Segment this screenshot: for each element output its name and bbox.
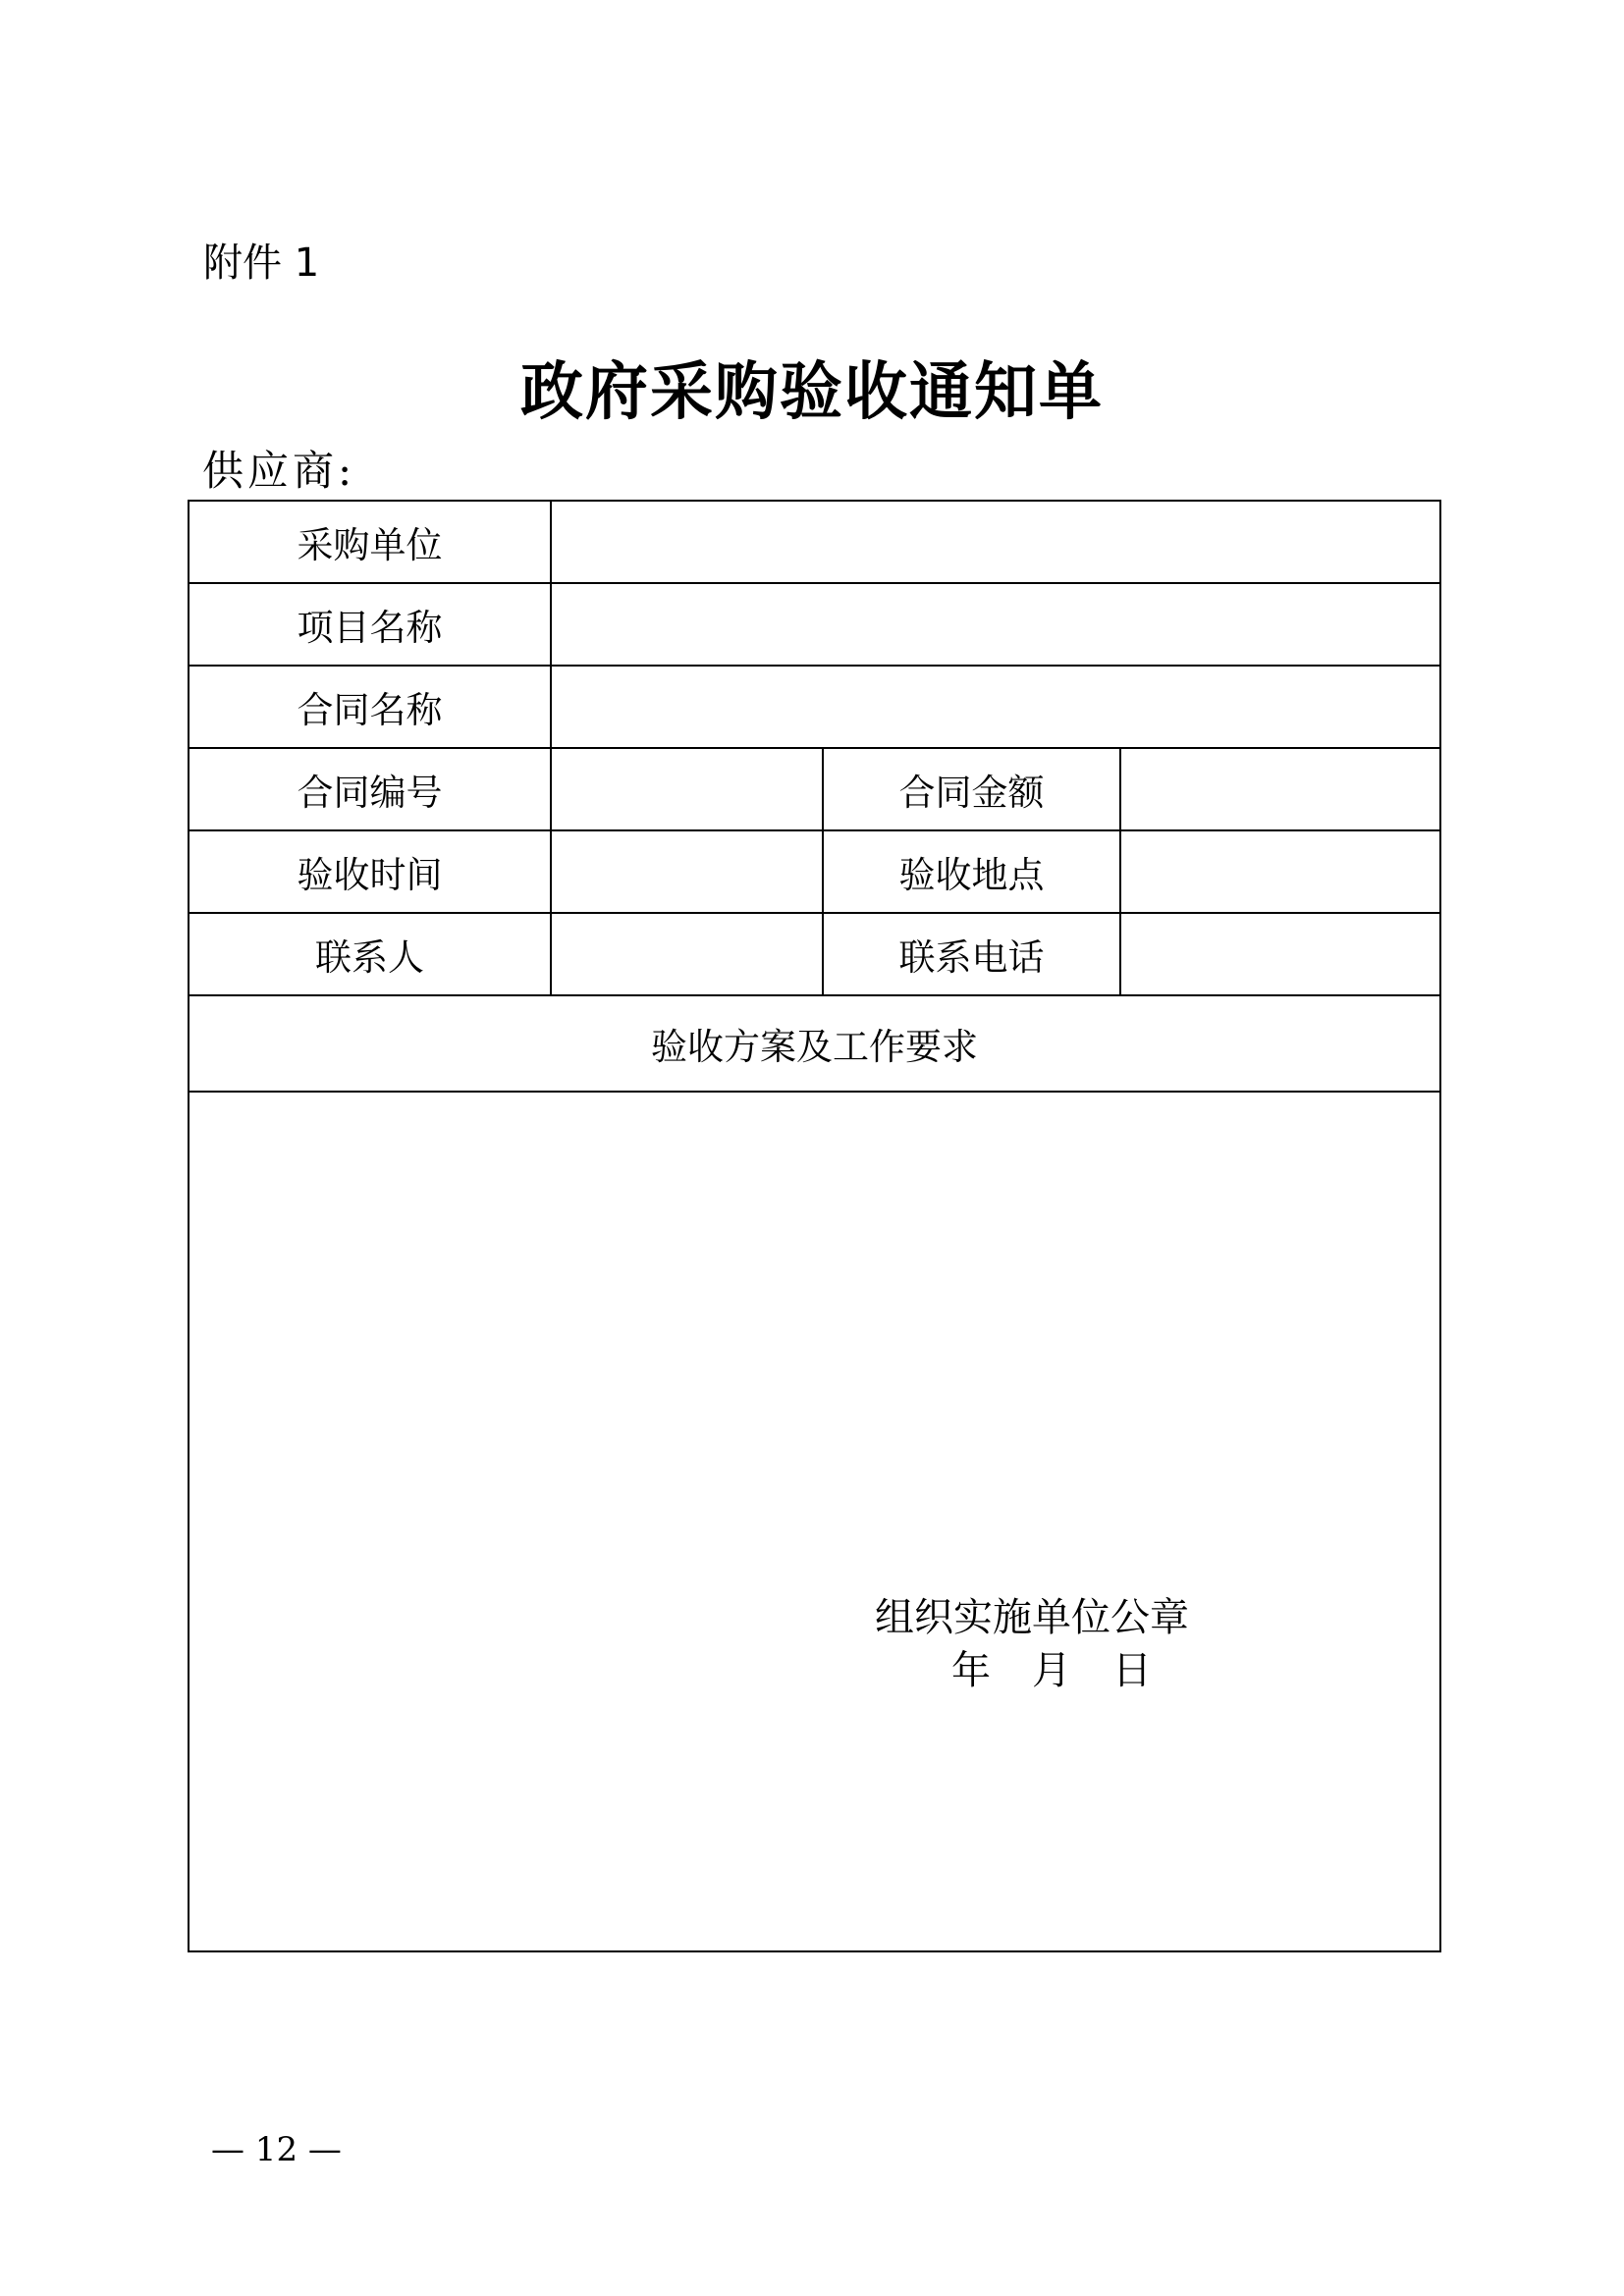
acceptance-location-field[interactable] (1120, 830, 1440, 913)
procurement-unit-field[interactable] (551, 501, 1440, 583)
contract-name-label: 合同名称 (189, 666, 551, 748)
contract-amount-field[interactable] (1120, 748, 1440, 830)
acceptance-time-label: 验收时间 (189, 830, 551, 913)
procurement-unit-label: 采购单位 (189, 501, 551, 583)
contact-person-label: 联系人 (189, 913, 551, 995)
contract-number-field[interactable] (551, 748, 823, 830)
form-row-acceptance-time (189, 830, 1440, 913)
project-name-label: 项目名称 (189, 583, 551, 666)
contract-number-label: 合同编号 (189, 748, 551, 830)
form-row-section-heading (189, 995, 1440, 1092)
form-row-contract-name (189, 666, 1440, 748)
acceptance-plan-area[interactable] (189, 1092, 1440, 1951)
contact-phone-label: 联系电话 (823, 913, 1120, 995)
form-row-contract-number (189, 748, 1440, 830)
contract-amount-label: 合同金额 (823, 748, 1120, 830)
date-year-label: 年 (951, 1648, 991, 1693)
page-number: — 12 — (211, 2130, 342, 2169)
contact-phone-field[interactable] (1120, 913, 1440, 995)
date-day-label: 日 (1112, 1648, 1152, 1693)
acceptance-form-table (188, 500, 1441, 1952)
form-row-contact (189, 913, 1440, 995)
form-row-procurement-unit (189, 501, 1440, 583)
form-row-project-name (189, 583, 1440, 666)
seal-label: 组织实施单位公章 (875, 1595, 1189, 1640)
section-heading: 验收方案及工作要求 (189, 995, 1440, 1092)
form-row-plan (189, 1092, 1440, 1951)
contact-person-field[interactable] (551, 913, 823, 995)
date-month-label: 月 (1032, 1648, 1071, 1693)
page-title: 政府采购验收通知单 (520, 355, 1104, 429)
contract-name-field[interactable] (551, 666, 1440, 748)
acceptance-time-field[interactable] (551, 830, 823, 913)
supplier-label: 供应商: (202, 447, 356, 495)
attachment-label: 附件 1 (203, 240, 320, 286)
acceptance-location-label: 验收地点 (823, 830, 1120, 913)
project-name-field[interactable] (551, 583, 1440, 666)
date-line (951, 1644, 1152, 1697)
